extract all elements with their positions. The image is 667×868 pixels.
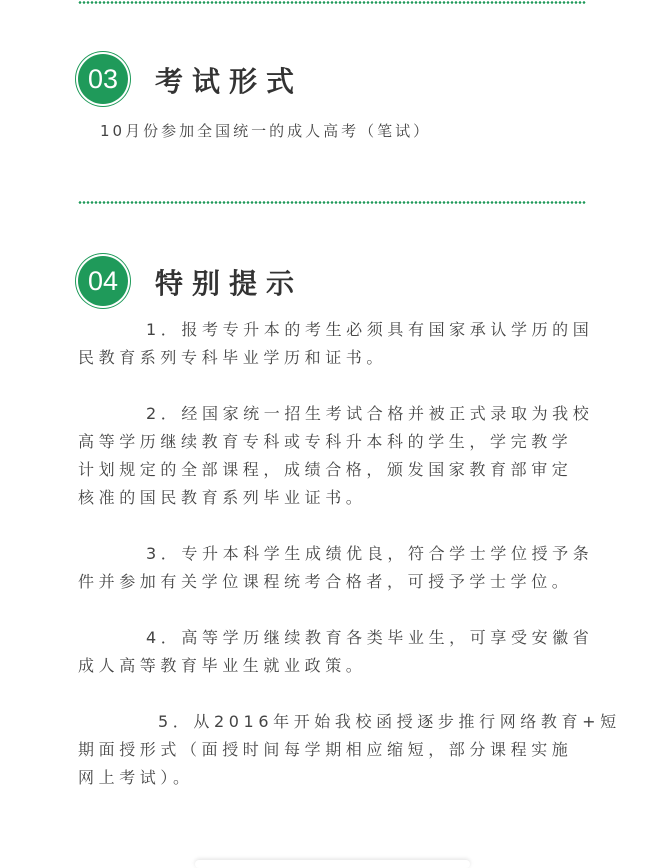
- paragraph-line: 期面授形式（面授时间每学期相应缩短，部分课程实施: [78, 740, 573, 759]
- paragraph-line: 高等学历继续教育专科或专科升本科的学生，学完教学: [78, 432, 573, 451]
- exam-format-text: 10月份参加全国统一的成人高考（笔试）: [100, 122, 432, 140]
- paragraph-line: 民教育系列专科毕业学历和证书。: [78, 348, 388, 367]
- dotted-divider: [78, 201, 586, 204]
- section-title: 特别提示: [155, 267, 304, 300]
- paragraph-line: 计划规定的全部课程，成绩合格，颁发国家教育部审定: [78, 460, 573, 479]
- paragraph-line: 核准的国民教育系列毕业证书。: [78, 488, 367, 507]
- paragraph-line: 1．报考专升本的考生必须具有国家承认学历的国: [146, 320, 594, 339]
- notice-paragraph-3: [78, 540, 593, 596]
- paragraph-line: 成人高等教育毕业生就业政策。: [78, 656, 367, 675]
- paragraph-line: 5．从2016年开始我校函授逐步推行网络教育+短: [158, 712, 621, 731]
- dotted-divider: [78, 1, 586, 4]
- paragraph-line: 件并参加有关学位课程统考合格者，可授予学士学位。: [78, 572, 573, 591]
- bottom-card-edge: [195, 860, 470, 868]
- notice-paragraph-1: [78, 316, 593, 372]
- section-number-badge: 04: [78, 256, 128, 306]
- paragraph-line: 3．专升本科学生成绩优良，符合学士学位授予条: [146, 544, 594, 563]
- section-number-badge: 03: [78, 54, 128, 104]
- paragraph-line: 4．高等学历继续教育各类毕业生，可享受安徽省: [146, 628, 594, 647]
- paragraph-line: 2．经国家统一招生考试合格并被正式录取为我校: [146, 404, 594, 423]
- section-title: 考试形式: [155, 65, 304, 98]
- paragraph-line: 网上考试）。: [78, 768, 194, 787]
- notice-paragraph-2: [78, 400, 593, 512]
- notice-paragraph-5: [78, 708, 621, 792]
- notice-paragraph-4: [78, 624, 593, 680]
